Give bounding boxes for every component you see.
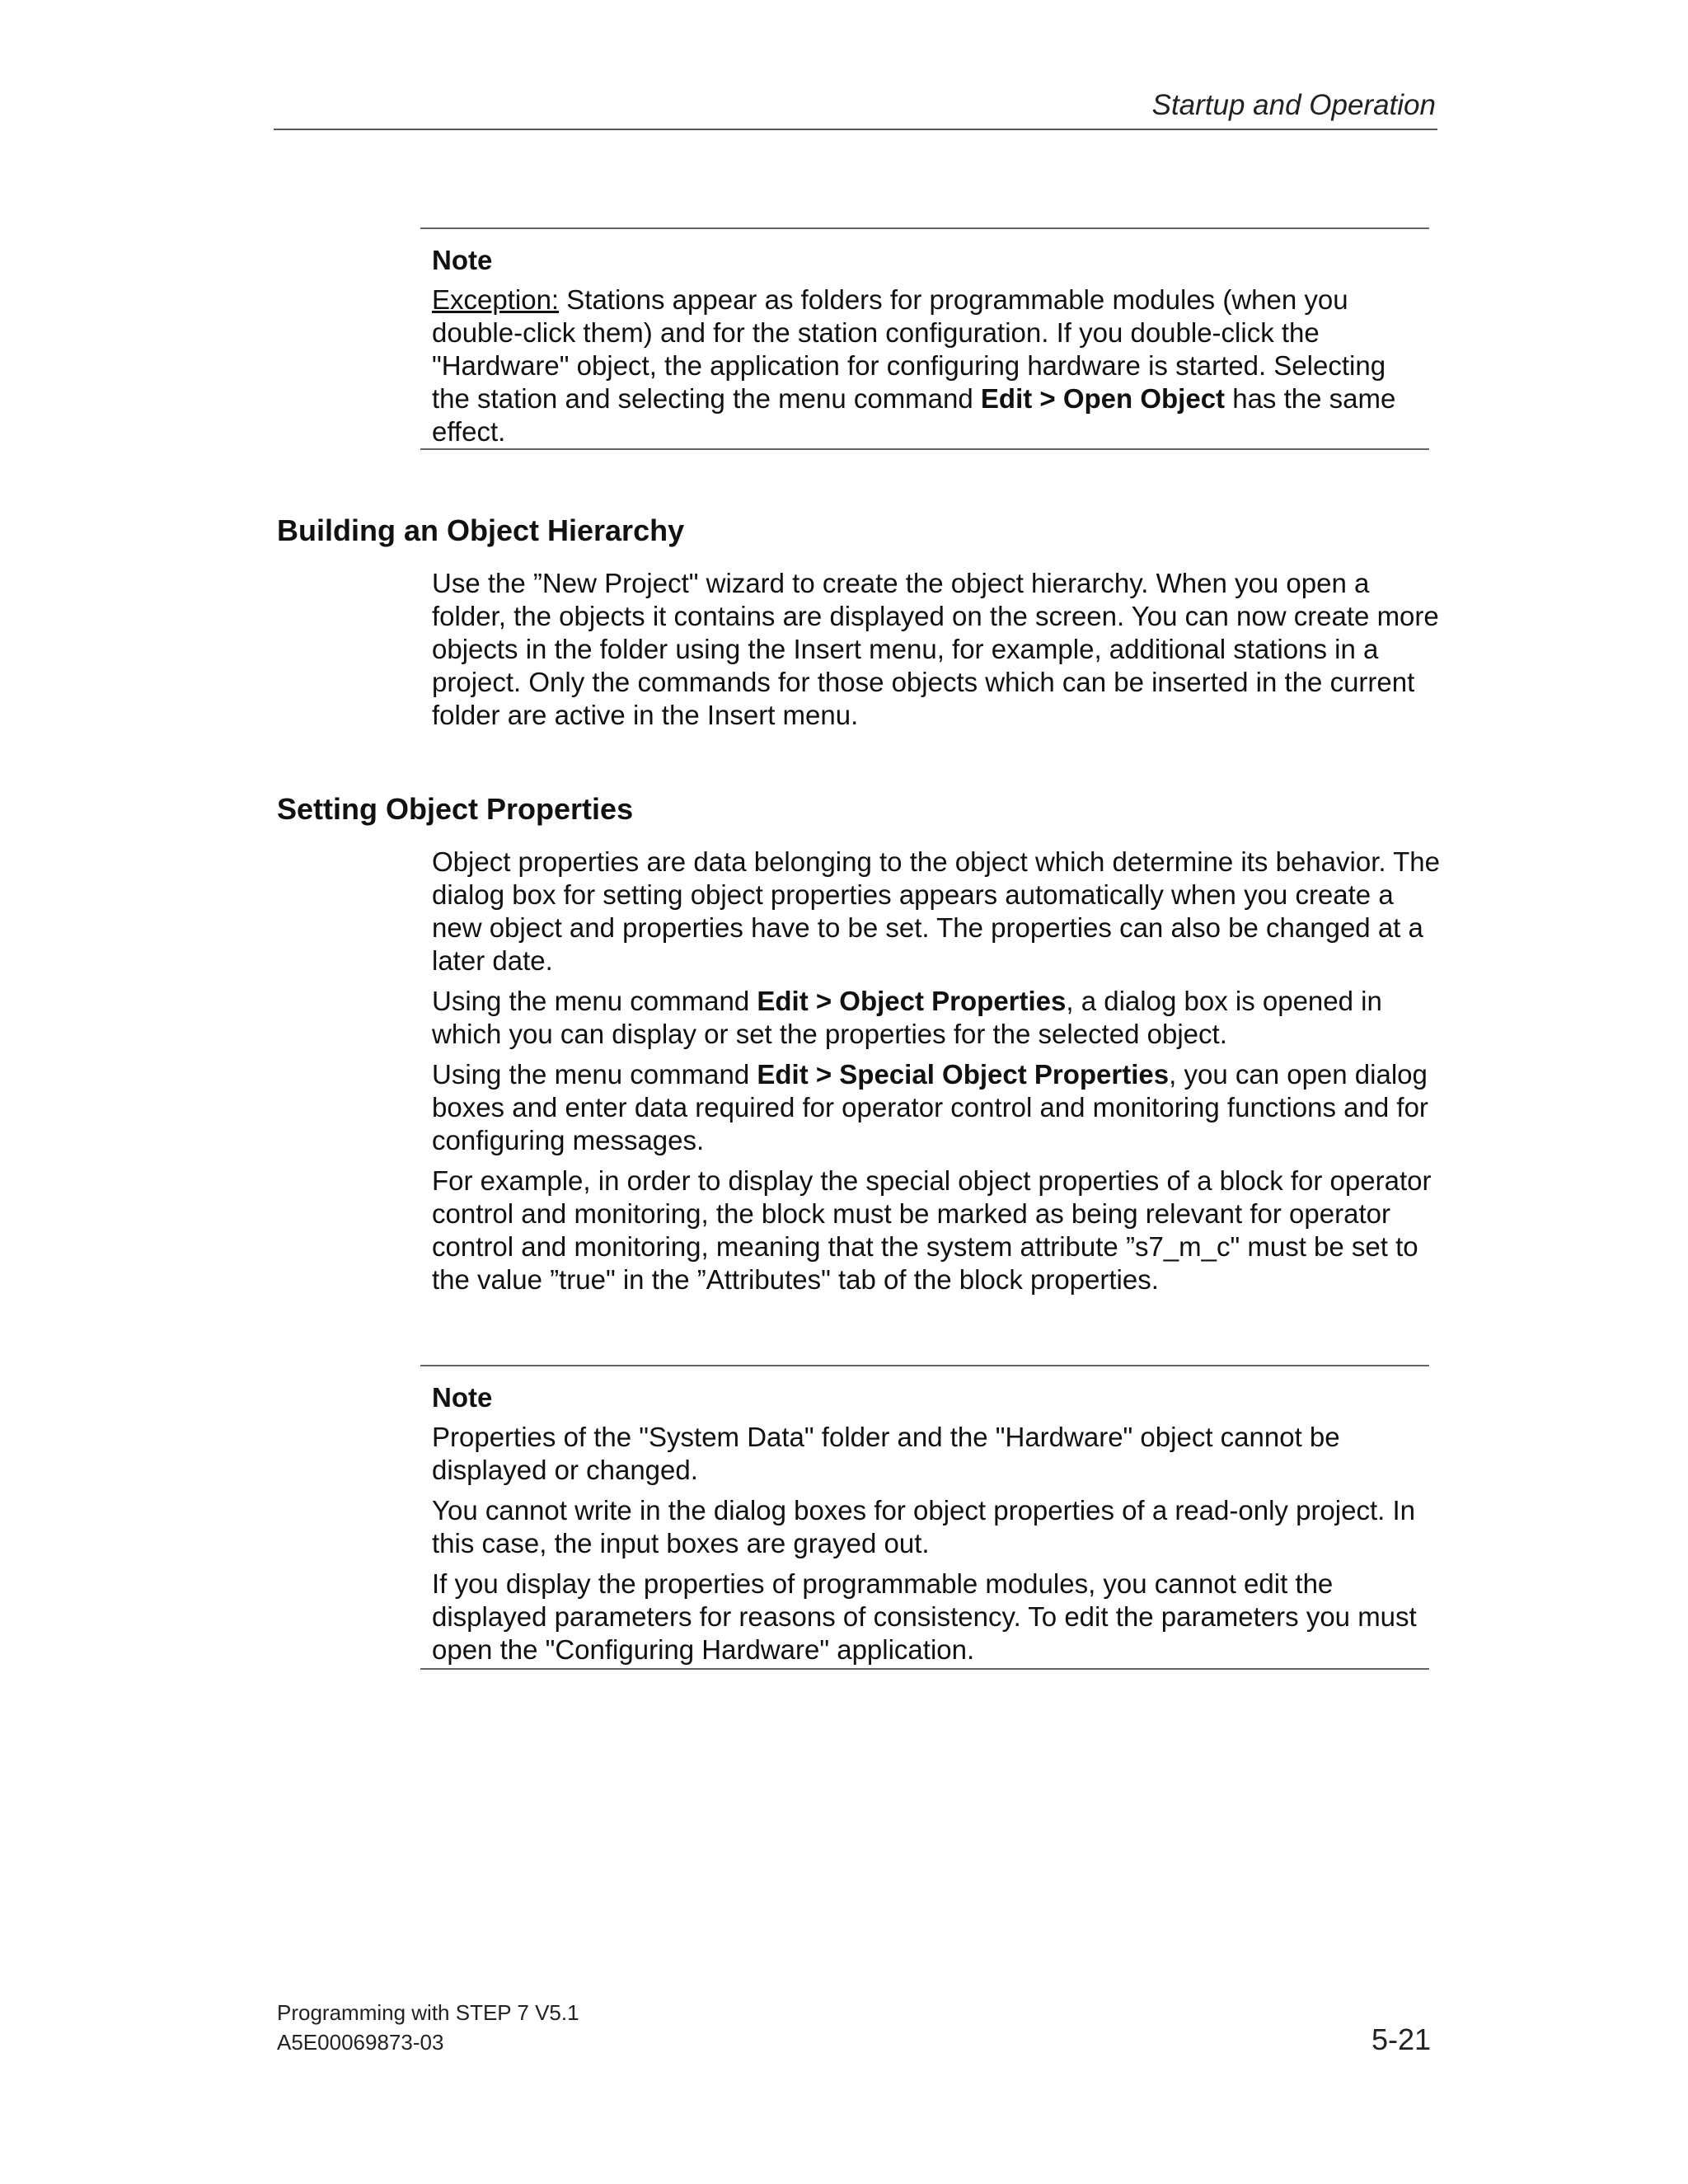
header-title: Startup and Operation [1151,89,1436,121]
section-body-object-hierarchy [432,567,1441,732]
document-number: A5E00069873-03 [277,2030,444,2055]
manual-title: Programming with STEP 7 V5.1 [277,2000,579,2025]
exception-label: Exception: [432,284,560,315]
note-box-exception [420,227,1429,450]
paragraph: Object properties are data belonging to the object which determine its behavior. The dialog box for setting object properties appears automatically when you create a new object and properties have to be set. The properties can also be changed at a later date. [432,846,1440,976]
footer-left [277,1998,579,2057]
section-body-object-properties [432,846,1441,1296]
paragraph: For example, in order to display the special object properties of a block for operator control and monitoring, the block must be marked as being relevant for operator control and monitoring, meaning that the system attribute ”s7_m_c" must be set to the value ”true" in the ”Attributes" tab of the block properties. [432,1165,1432,1295]
menu-command-object-properties: Edit > Object Properties [757,986,1067,1016]
paragraph: Using the menu command Edit > Special Object Properties, you can open dialog boxes and enter data required for operator control and monitoring functions and for configuring messages. [432,1059,1428,1155]
paragraph: Using the menu command Edit > Object Properties, a dialog box is opened in which you can display or set the properties for the selected object. [432,986,1382,1049]
note-title: Note [432,245,493,275]
page-number: 5-21 [1371,2022,1431,2056]
header-rule [274,129,1437,130]
note-text: Exception: Stations appear as folders for programmable modules (when you double-click them) and for the station configuration. If you double-click the "Hardware" object, the application for configuring hardware is started. Selecting the station and selecting the menu command Edit > Open Object has the same effect. [432,284,1396,447]
note-title: Note [432,1382,493,1413]
note-text: Properties of the "System Data" folder and the "Hardware" object cannot be displayed or changed. [432,1422,1340,1485]
note-box-properties [420,1365,1429,1670]
section-heading-object-properties: Setting Object Properties [277,792,634,826]
paragraph: Use the ”New Project" wizard to create the object hierarchy. When you open a folder, the objects it contains are displayed on the screen. You can now create more objects in the folder using the Insert menu, for example, additional stations in a project. Only the commands for those objects which can be inserted in the current folder are active in the Insert menu. [432,568,1439,730]
section-heading-object-hierarchy: Building an Object Hierarchy [277,513,685,547]
note-text: If you display the properties of programmable modules, you cannot edit the displayed parameters for reasons of consistency. To edit the parameters you must open the "Configuring Hardware" application. [432,1568,1417,1665]
menu-command-open-object: Edit > Open Object [980,383,1226,414]
note-text: You cannot write in the dialog boxes for object properties of a read-only project. In this case, the input boxes are grayed out. [432,1495,1415,1558]
menu-command-special-object-properties: Edit > Special Object Properties [757,1059,1170,1090]
